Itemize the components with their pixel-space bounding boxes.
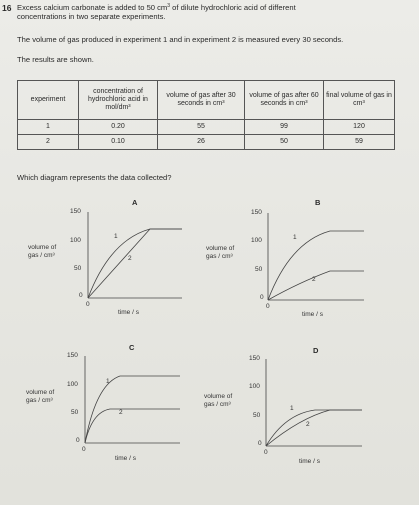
measurement-paragraph: The volume of gas produced in experiment 1 and in experiment 2 is measured every 30 seconds. [17,35,344,44]
curve-1-label: 1 [293,234,297,241]
y-tick-50: 50 [71,409,79,416]
curve-2-label: 2 [306,421,310,428]
origin-label: 0 [82,446,86,453]
x-axis-label: time / s [118,309,139,316]
curve-1-label: 1 [114,233,118,240]
y-tick-100: 100 [251,237,262,244]
curve-1-label: 1 [290,405,294,412]
y-tick-50: 50 [74,265,82,272]
table-cell: 0.20 [79,120,158,135]
table-header: experiment [18,81,79,120]
table-header: volume of gas after 30 seconds in cm³ [158,81,245,120]
table-cell: 1 [18,120,79,135]
y-tick-150: 150 [67,352,78,359]
intro-text: Excess calcium carbonate is added to 50 cm [17,3,168,12]
curve-2-label: 2 [119,409,123,416]
y-tick-100: 100 [249,383,260,390]
y-axis-label: volume of gas / cm³ [28,244,57,259]
y-axis-label: volume of gas / cm³ [206,245,235,260]
option-letter-d: D [313,346,319,355]
option-letter-b: B [315,198,321,207]
y-tick-50: 50 [253,412,261,419]
y-tick-0: 0 [79,292,83,299]
table-header: concentration of hydrochloric acid in mol/dm³ [79,81,158,120]
option-letter-c: C [129,343,135,352]
table-cell: 50 [245,135,324,150]
question-number: 16 [2,3,12,13]
table-cell: 59 [324,135,395,150]
y-tick-0: 0 [260,294,264,301]
intro-text-end: of dilute hydrochloric acid of different [170,3,296,12]
table-header: volume of gas after 60 seconds in cm³ [245,81,324,120]
y-tick-100: 100 [70,237,81,244]
x-axis-label: time / s [302,311,323,318]
table-cell: 99 [245,120,324,135]
origin-label: 0 [266,303,270,310]
table-cell: 55 [158,120,245,135]
y-tick-100: 100 [67,381,78,388]
curve-1-label: 1 [106,378,110,385]
y-tick-50: 50 [255,266,263,273]
curve-2-label: 2 [312,276,316,283]
y-tick-150: 150 [249,355,260,362]
y-tick-0: 0 [76,437,80,444]
intro-line-2: concentrations in two separate experiments. [17,12,166,21]
origin-label: 0 [86,301,90,308]
intro-superscript: 3 [167,3,171,9]
curve-2 [266,410,362,446]
y-axis-label: volume of gas / cm³ [204,393,233,408]
table-cell: 2 [18,135,79,150]
table-header: final volume of gas in cm³ [324,81,395,120]
y-tick-0: 0 [258,440,262,447]
x-axis-label: time / s [299,458,320,465]
table-cell: 0.10 [79,135,158,150]
option-letter-a: A [132,198,138,207]
question-text: Which diagram represents the data collected? [17,173,172,182]
y-tick-150: 150 [251,209,262,216]
curve-2-label: 2 [128,255,132,262]
y-tick-150: 150 [70,208,81,215]
results-intro: The results are shown. [17,55,94,64]
table-cell: 26 [158,135,245,150]
table-cell: 120 [324,120,395,135]
x-axis-label: time / s [115,455,136,462]
y-axis-label: volume of gas / cm³ [26,389,55,404]
origin-label: 0 [264,449,268,456]
